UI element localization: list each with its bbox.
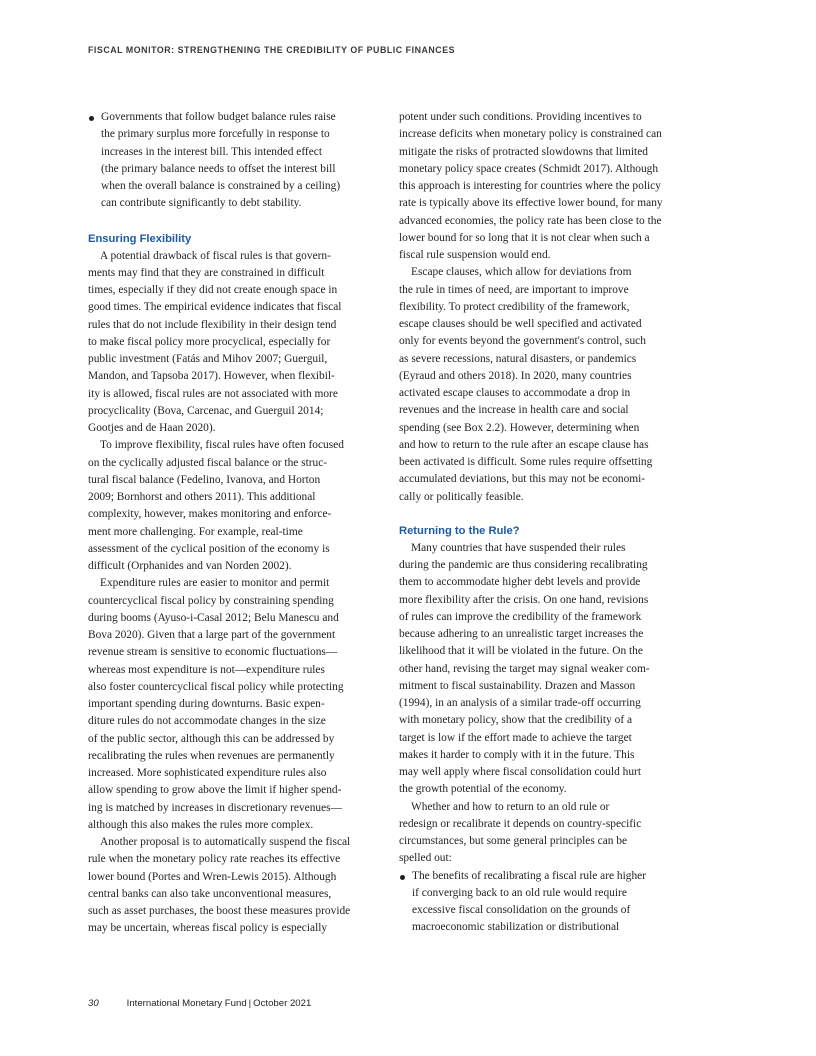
footer-date: October 2021	[253, 998, 312, 1009]
right-column	[399, 109, 691, 937]
text-line: rule when the monetary policy rate reaches its effective	[88, 853, 341, 866]
text-line: A potential drawback of fiscal rules is that govern-	[100, 249, 331, 262]
text-line: accumulated deviations, but this may not be economi-	[399, 473, 646, 486]
text-line: spelled out:	[399, 852, 452, 865]
page-number: 30	[88, 998, 99, 1009]
text-line: ity is allowed, fiscal rules are not associated with more	[88, 387, 338, 400]
text-line: times, especially if they did not create enough space in	[88, 284, 338, 296]
text-line: allow spending to grow above the limit if higher spend-	[88, 784, 342, 797]
text-line: to make fiscal policy more procyclical, especially for	[88, 335, 331, 348]
text-line: good times. The empirical evidence indicates that fiscal	[88, 301, 342, 314]
text-line: Bova 2020). Given that a large part of the government	[88, 629, 336, 641]
text-line: rate is typically above its effective lower bound, for many	[399, 197, 663, 210]
text-line: when the overall balance is constrained by a ceiling)	[101, 180, 341, 192]
text-line: and how to return to the rule after an escape clause has	[399, 438, 649, 451]
footer-publisher: International Monetary Fund	[126, 998, 247, 1009]
text-line: mitigate the risks of protracted slowdowns that limited	[399, 145, 648, 158]
text-line: increases in the interest bill. This intended effect	[101, 145, 322, 158]
text-line: Another proposal is to automatically suspend the fiscal	[100, 836, 351, 848]
text-line: (1994), in an analysis of a similar trade-off occurring	[399, 697, 641, 709]
text-line: countercyclical fiscal policy by constraining spending	[88, 594, 334, 607]
text-line: ments may find that they are constrained in difficult	[88, 266, 325, 279]
text-line: also foster countercyclical fiscal policy while protecting	[88, 680, 344, 693]
text-line: ing is matched by increases in discretionary revenues—	[88, 801, 342, 814]
left-paragraph-2	[88, 437, 380, 575]
text-line: tural fiscal balance (Fedelino, Ivanova, and Horton	[88, 473, 321, 486]
text-line: other hand, revising the target may signal weaker com-	[399, 662, 650, 675]
right-paragraph-3	[399, 540, 691, 799]
text-line: increase deficits when monetary policy is constrained can	[399, 128, 662, 141]
text-line: ment more challenging. For example, real-time	[88, 525, 303, 538]
text-line: (the primary balance needs to offset the interest bill	[101, 162, 336, 175]
text-line: revenue stream is sensitive to economic fluctuations—	[88, 646, 338, 659]
text-line: of rules can improve the credibility of the framework	[399, 610, 642, 623]
text-line: the primary surplus more forcefully in response to	[101, 128, 330, 141]
page-footer	[88, 998, 311, 1009]
text-line: (Eyraud and others 2018). In 2020, many countries	[399, 369, 632, 382]
text-line: because adhering to an unrealistic target increases the	[399, 628, 644, 640]
text-line: only for events beyond the government's control, such	[399, 335, 646, 348]
text-line: mitment to fiscal sustainability. Drazen and Masson	[399, 679, 636, 692]
text-line: Escape clauses, which allow for deviations from	[411, 266, 632, 279]
text-line: To improve flexibility, fiscal rules have often focused	[100, 439, 344, 452]
spacer	[399, 506, 691, 522]
text-line: lower bound (Portes and Wren-Lewis 2015). Although	[88, 870, 337, 883]
heading-ensuring-flexibility: Ensuring Flexibility	[88, 232, 192, 245]
left-column	[88, 109, 380, 938]
text-line: with monetary policy, show that the credibility of a	[399, 714, 633, 727]
left-paragraph-3	[88, 575, 380, 834]
text-line: rules that do not include flexibility in their design tend	[88, 318, 337, 331]
text-line: increased. More sophisticated expenditure rules also	[88, 767, 327, 779]
text-line: fiscal rule suspension would end.	[399, 249, 551, 261]
text-line: during booms (Ayuso-i-Casal 2012; Belu Manescu and	[88, 611, 339, 624]
text-line: Mandon, and Tapsoba 2017). However, when flexibil-	[88, 370, 335, 383]
spacer	[88, 213, 380, 230]
text-line: monetary policy space creates (Schmidt 2017). Although	[399, 162, 659, 175]
text-line: can contribute significantly to debt stability.	[101, 197, 302, 210]
text-line: flexibility. To protect credibility of the framework,	[399, 300, 630, 313]
text-line: potent under such conditions. Providing incentives to	[399, 111, 642, 123]
right-paragraph-2	[399, 264, 691, 506]
left-paragraph-4	[88, 834, 380, 938]
text-line: makes it harder to comply with it in the future. This	[399, 748, 635, 761]
text-line: complexity, however, makes monitoring and enforce-	[88, 508, 332, 521]
right-paragraph-4	[399, 799, 691, 868]
text-line: diture rules do not accommodate changes in the size	[88, 715, 326, 728]
text-line: difficult (Orphanides and van Norden 2002).	[88, 560, 292, 572]
text-line: during the pandemic are thus considering recalibrating	[399, 559, 648, 571]
text-line: assessment of the cyclical position of the economy is	[88, 542, 330, 555]
text-line: if converging back to an old rule would require	[412, 886, 627, 899]
text-line: target is low if the effort made to achieve the target	[399, 731, 632, 744]
right-bullet	[399, 868, 691, 937]
left-bullet	[88, 109, 380, 213]
text-line: lower bound for so long that it is not clear when such a	[399, 231, 650, 244]
text-line: on the cyclically adjusted fiscal balance or the struc-	[88, 456, 328, 469]
text-line: excessive fiscal consolidation on the grounds of	[412, 904, 631, 916]
text-line: such as asset purchases, the boost these measures provide	[88, 905, 351, 917]
text-line: important spending during downturns. Basic expen-	[88, 698, 325, 710]
text-line: been activated is difficult. Some rules require offsetting	[399, 456, 653, 468]
text-line: Gootjes and de Haan 2020).	[88, 422, 216, 434]
text-line: procyclicality (Bova, Carcenac, and Guerguil 2014;	[88, 404, 324, 417]
text-line: escape clauses should be well specified and activated	[399, 318, 642, 330]
text-line: may be uncertain, whereas fiscal policy is especially	[88, 922, 328, 935]
text-line: more flexibility after the crisis. On one hand, revisions	[399, 593, 649, 606]
text-line: redesign or recalibrate it depends on country-specific	[399, 817, 642, 830]
text-line: whereas most expenditure is not—expenditure rules	[88, 663, 325, 676]
text-line: Whether and how to return to an old rule or	[411, 800, 610, 813]
text-line: public investment (Fatás and Mihov 2007; Guerguil,	[88, 353, 328, 365]
text-line: although this also makes the rules more complex.	[88, 818, 314, 831]
text-line: as severe recessions, natural disasters, or pandemics	[399, 352, 637, 365]
text-line: likelihood that it will be violated in the future. On the	[399, 645, 643, 658]
text-line: The benefits of recalibrating a fiscal rule are higher	[399, 868, 691, 885]
text-line: Expenditure rules are easier to monitor and permit	[100, 577, 330, 590]
text-line: activated escape clauses to accommodate a drop in	[399, 387, 631, 399]
text-line: of the public sector, although this can be addressed by	[88, 732, 335, 745]
text-line: 2009; Bornhorst and others 2011). This additional	[88, 491, 316, 503]
text-line: them to accommodate higher debt levels and provide	[399, 576, 641, 589]
text-line: spending (see Box 2.2). However, determining when	[399, 421, 640, 434]
text-line: central banks can also take unconventional measures,	[88, 887, 332, 900]
text-line: macroeconomic stabilization or distributional	[412, 921, 620, 934]
right-paragraph-1	[399, 109, 691, 264]
footer-separator: |	[248, 998, 252, 1009]
text-line: this approach is interesting for countries where the policy	[399, 180, 661, 192]
text-line: circumstances, but some general principles can be	[399, 835, 628, 847]
text-line: recalibrating the rules when revenues are permanently	[88, 749, 335, 762]
text-line: the rule in times of need, are important to improve	[399, 283, 629, 296]
running-head: FISCAL MONITOR: STRENGTHENING THE CREDIBILITY OF PUBLIC FINANCES	[88, 45, 456, 55]
text-line: revenues and the increase in health care and social	[399, 404, 629, 417]
text-line: Governments that follow budget balance rules raise	[88, 109, 380, 126]
text-line: may well apply where fiscal consolidation could hurt	[399, 766, 641, 778]
text-line: cally or politically feasible.	[399, 490, 524, 503]
left-paragraph-1	[88, 248, 380, 438]
text-line: Many countries that have suspended their rules	[411, 541, 626, 554]
text-line: the growth potential of the economy.	[399, 783, 567, 796]
text-line: advanced economies, the policy rate has been close to the	[399, 214, 662, 227]
heading-returning-to-rule: Returning to the Rule?	[399, 524, 520, 537]
